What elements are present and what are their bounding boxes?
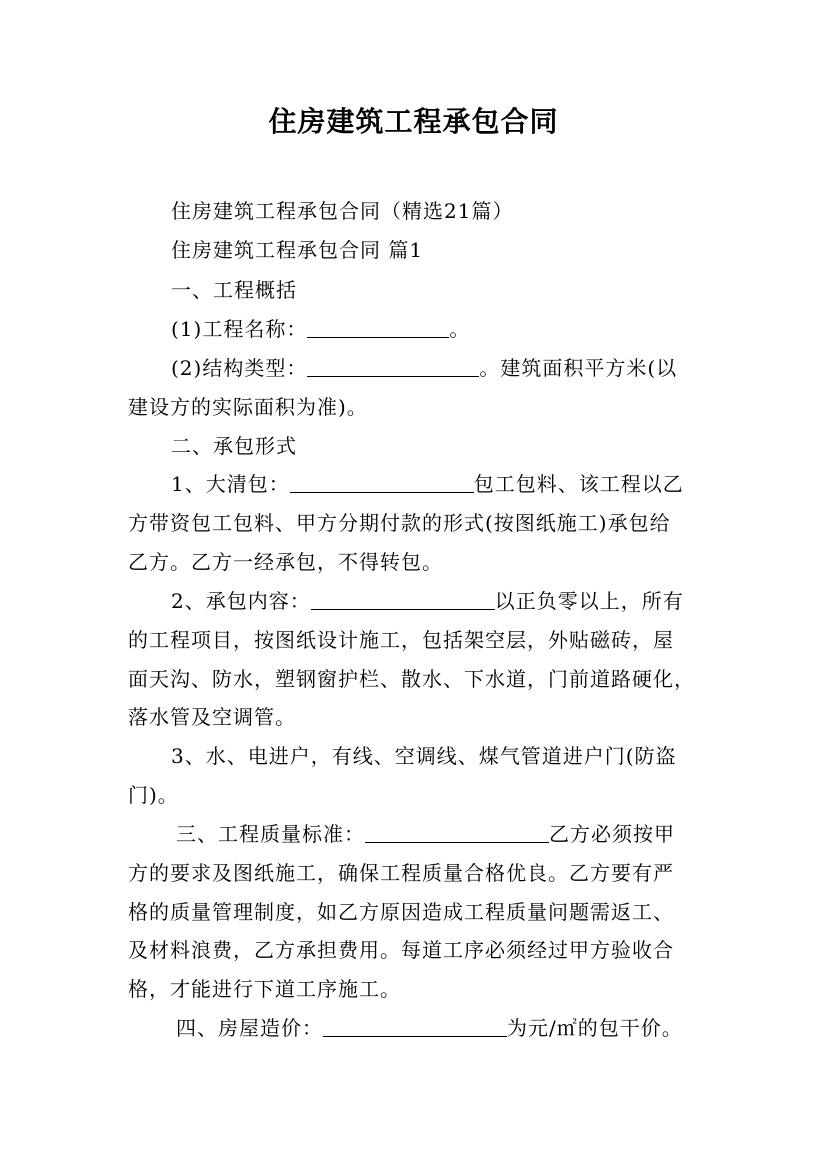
paragraph-line: 建设方的实际面积为准)。 — [128, 395, 368, 419]
paragraph-line: 2、承包内容： 以正负零以上，所有 — [171, 589, 684, 613]
paragraph-line: 门)。 — [128, 783, 179, 807]
paragraph-line: (1)工程名称： 。 — [171, 317, 471, 341]
fill-blank — [323, 1016, 507, 1037]
section-heading: 住房建筑工程承包合同 篇1 — [171, 238, 424, 262]
paragraph-line: 乙方。乙方一经承包，不得转包。 — [128, 550, 443, 574]
paragraph-line: 3、水、电进户，有线、空调线、煤气管道进户门(防盗 — [171, 744, 677, 768]
paragraph-line: 1、大清包： 包工包料、该工程以乙 — [171, 472, 684, 496]
fill-blank — [307, 356, 479, 377]
paragraph-line: 格的质量管理制度，如乙方原因造成工程质量问题需返工、 — [128, 900, 674, 924]
paragraph-line: 格，才能进行下道工序施工。 — [128, 977, 401, 1001]
paragraph-line: 三、工程质量标准： 乙方必须按甲 — [176, 822, 675, 846]
paragraph-line: 方带资包工包料、甲方分期付款的形式(按图纸施工)承包给 — [128, 511, 671, 535]
paragraph-line: 方的要求及图纸施工，确保工程质量合格优良。乙方要有严 — [128, 861, 674, 885]
paragraph-line: 面天沟、防水，塑钢窗护栏、散水、下水道，门前道路硬化， — [128, 667, 695, 691]
fill-blank — [311, 589, 495, 610]
clause-heading: 一、工程概括 — [171, 278, 297, 302]
subtitle-line: 住房建筑工程承包合同（精选21篇） — [171, 199, 514, 223]
paragraph-line: 落水管及空调管。 — [128, 705, 296, 729]
paragraph-line: (2)结构类型： 。建筑面积平方米(以 — [171, 356, 678, 380]
paragraph-line: 四、房屋造价： 为元/㎡的包干价。 — [176, 1016, 683, 1040]
paragraph-line: 的工程项目，按图纸设计施工，包括架空层，外贴磁砖，屋 — [128, 628, 674, 652]
fill-blank — [290, 472, 474, 493]
fill-blank — [365, 822, 549, 843]
paragraph-line: 及材料浪费，乙方承担费用。每道工序必须经过甲方验收合 — [128, 938, 674, 962]
document-title: 住房建筑工程承包合同 — [268, 105, 559, 138]
fill-blank — [307, 317, 449, 338]
clause-heading: 二、承包形式 — [171, 434, 297, 458]
